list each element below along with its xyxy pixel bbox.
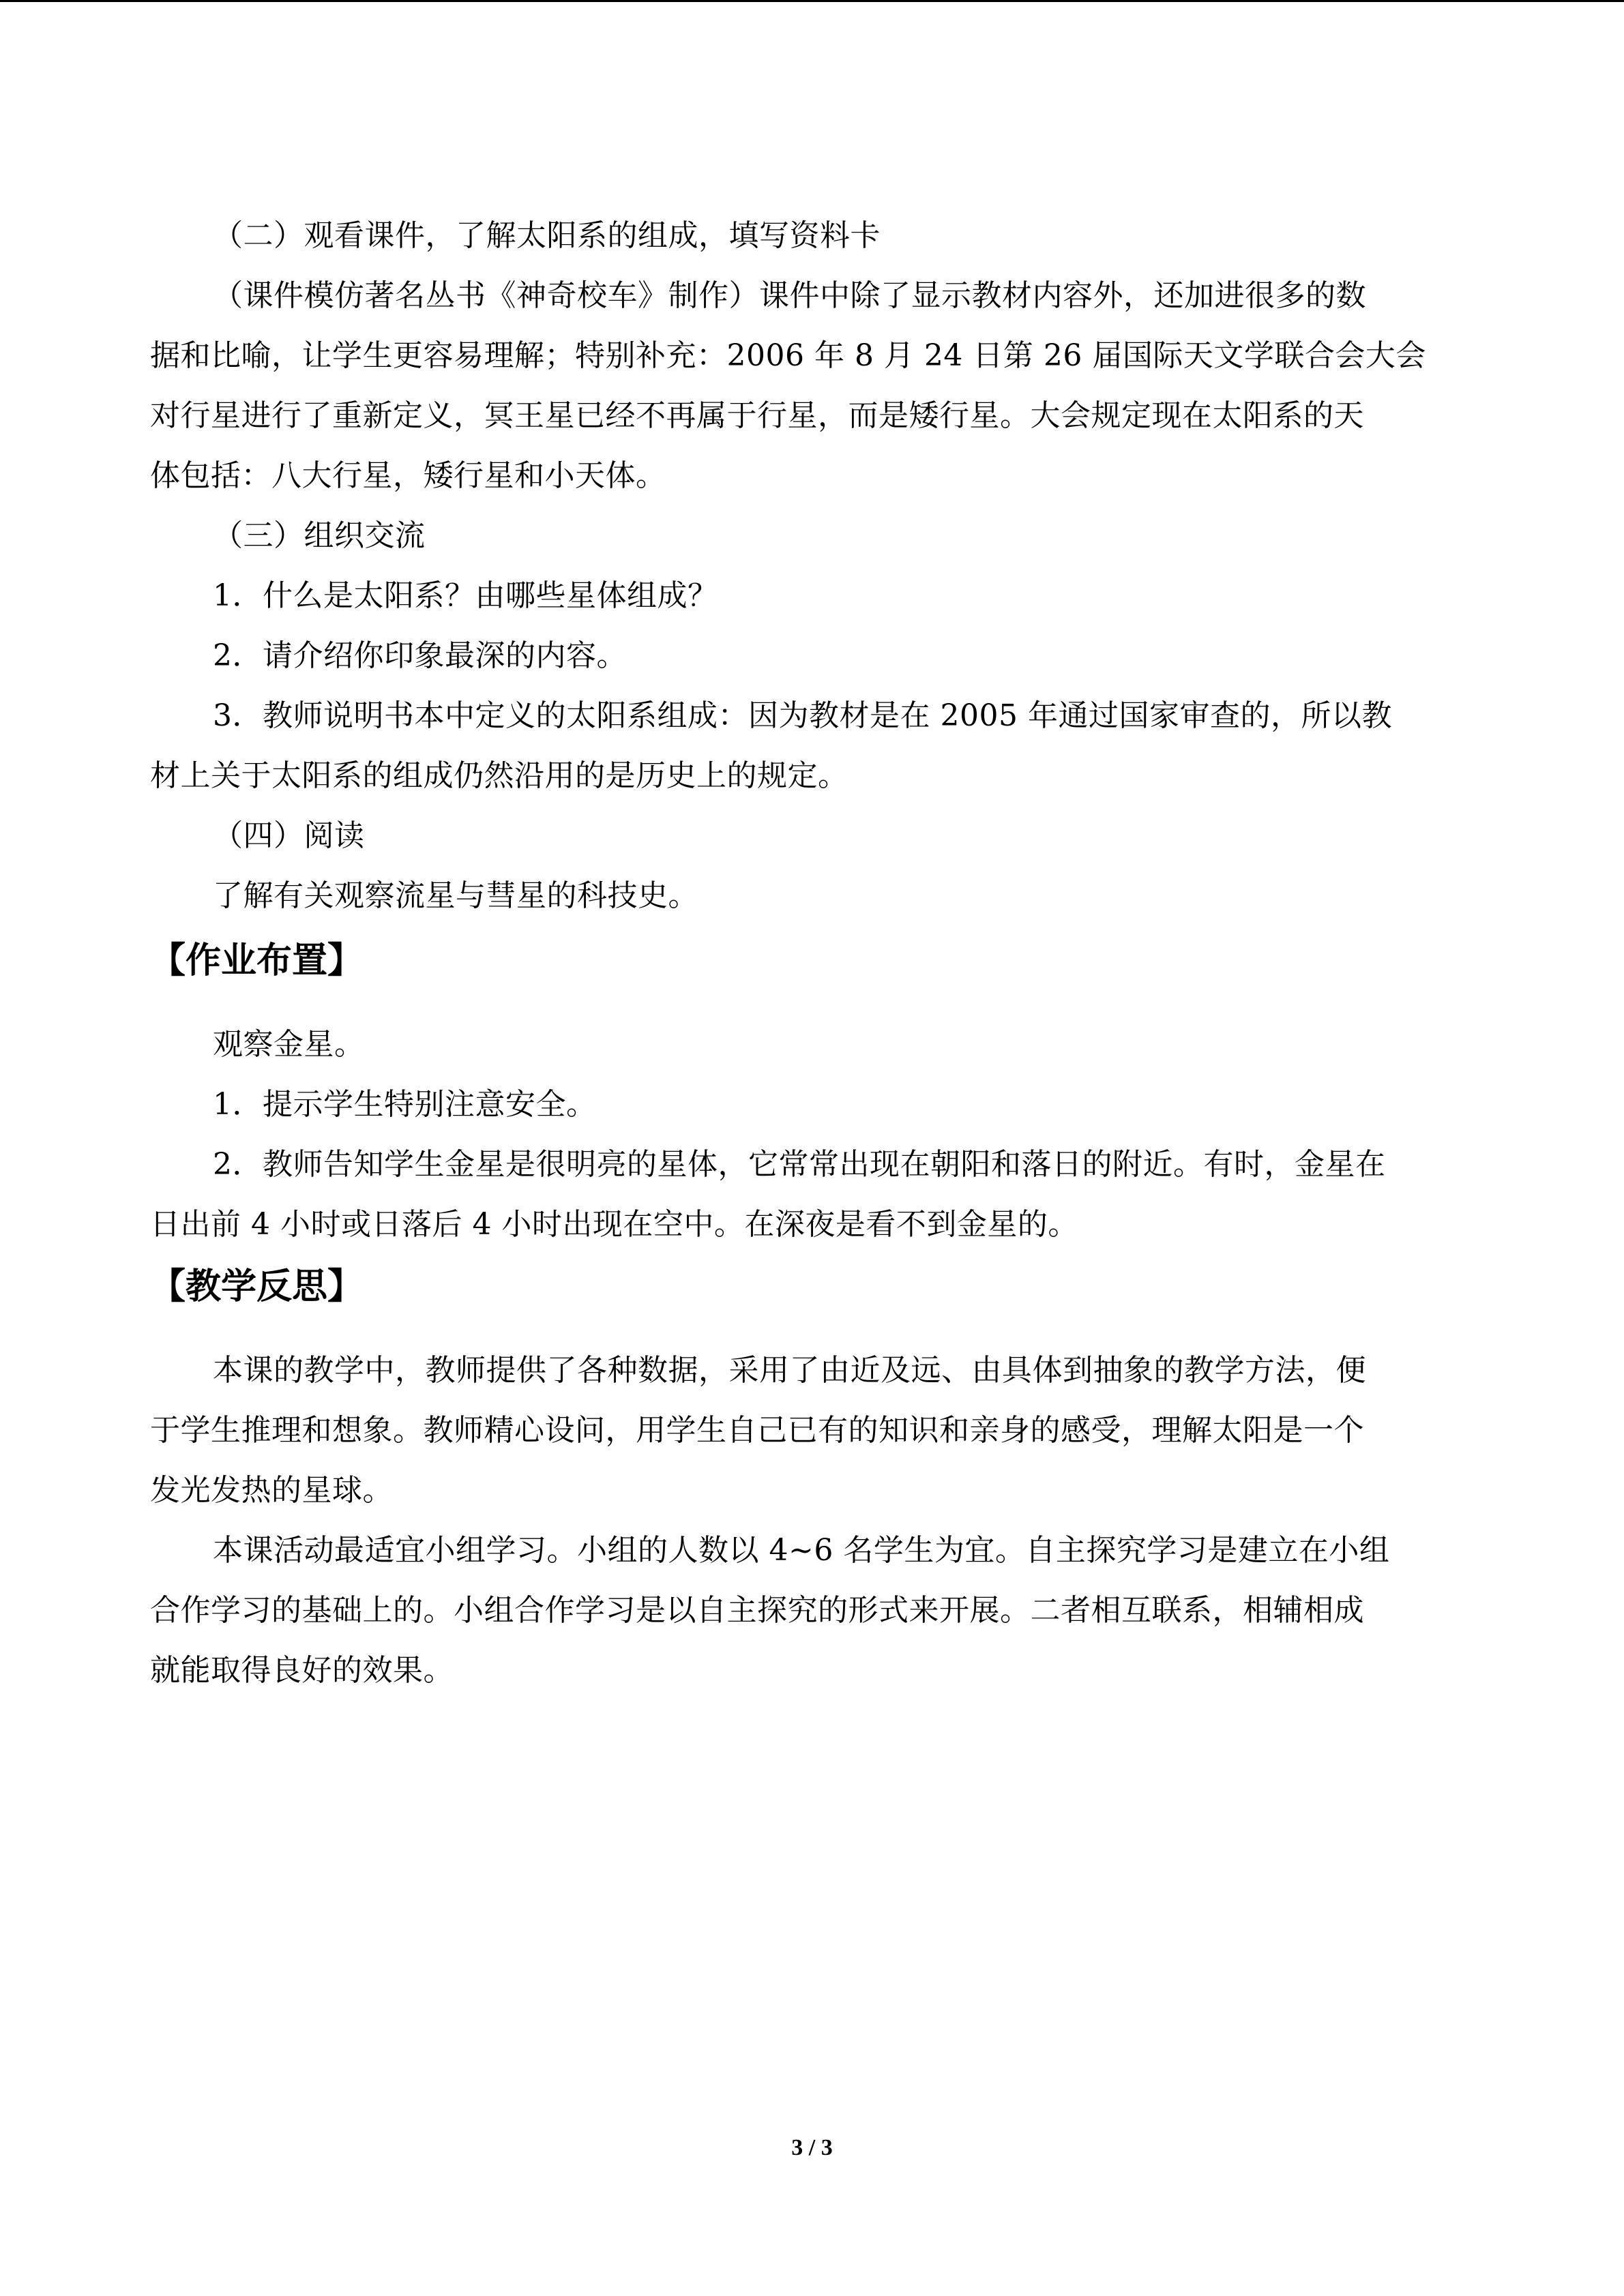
paragraph-line: 了解有关观察流星与彗星的科技史。 [213,878,698,913]
paragraph-line: 发光发热的星球。 [150,1473,393,1508]
list-item: 2．请介绍你印象最深的内容。 [213,638,627,673]
paragraph-line: 本课的教学中，教师提供了各种数据，采用了由近及远、由具体到抽象的教学方法，便 [213,1353,1366,1388]
list-item-continued: 日出前 4 小时或日落后 4 小时出现在空中。在深夜是看不到金星的。 [150,1207,1078,1242]
list-item: 2．教师告知学生金星是很明亮的星体，它常常出现在朝阳和落日的附近。有时，金星在 [213,1147,1386,1182]
list-item: 1．什么是太阳系？由哪些星体组成？ [213,578,718,613]
paragraph-line: （课件模仿著名丛书《神奇校车》制作）课件中除了显示教材内容外，还加进很多的数 [213,278,1366,313]
heading-homework: 【作业布置】 [150,940,364,981]
paragraph-line: 于学生推理和想象。教师精心设问，用学生自己已有的知识和亲身的感受，理解太阳是一个 [150,1413,1364,1448]
section-title-discussion: （三）组织交流 [213,518,426,553]
paragraph-line: 本课活动最适宜小组学习。小组的人数以 4~6 名学生为宜。自主探究学习是建立在小组 [213,1533,1390,1568]
section-title-reading: （四）阅读 [213,818,365,853]
section-title-courseware: （二）观看课件，了解太阳系的组成，填写资料卡 [213,218,881,253]
heading-reflection: 【教学反思】 [150,1266,364,1307]
paragraph-line: 对行星进行了重新定义，冥王星已经不再属于行星，而是矮行星。大会规定现在太阳系的天 [150,398,1364,433]
top-border-line [0,0,1624,2]
paragraph-line: 就能取得良好的效果。 [150,1653,454,1688]
paragraph-line: 据和比喻，让学生更容易理解；特别补充：2006 年 8 月 24 日第 26 届国际天文学联合会大会 [150,338,1426,373]
list-item: 3．教师说明书本中定义的太阳系组成：因为教材是在 2005 年通过国家审查的，所以教 [213,698,1392,733]
list-item: 1．提示学生特别注意安全。 [213,1087,597,1122]
paragraph-line: 观察金星。 [213,1027,365,1062]
paragraph-line: 体包括：八大行星，矮行星和小天体。 [150,458,666,493]
list-item-continued: 材上关于太阳系的组成仍然沿用的是历史上的规定。 [150,758,848,793]
page-number: 3 / 3 [791,2135,833,2160]
paragraph-line: 合作学习的基础上的。小组合作学习是以自主探究的形式来开展。二者相互联系，相辅相成 [150,1593,1364,1628]
